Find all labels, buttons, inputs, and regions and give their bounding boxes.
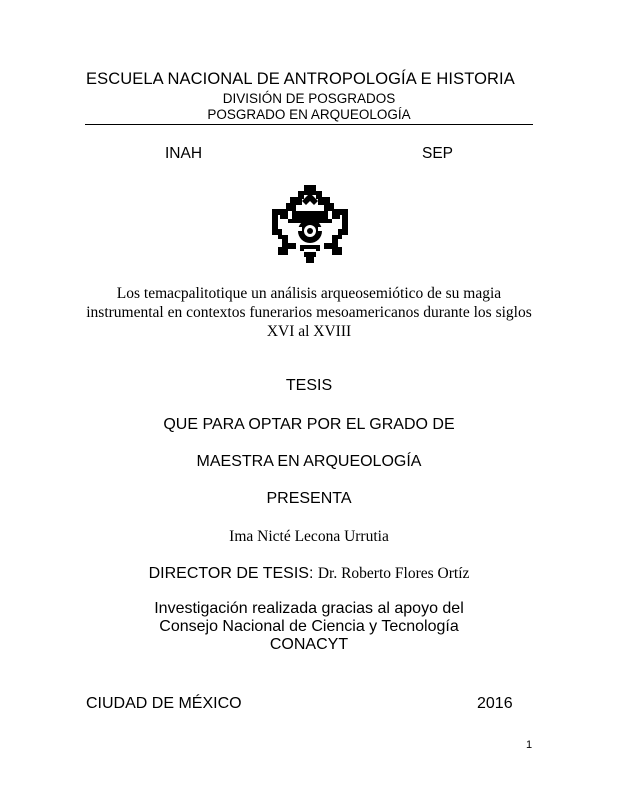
director-line <box>0 565 618 583</box>
presents-label: PRESENTA <box>266 490 352 507</box>
funding-line-1: Investigación realizada gracias al apoyo del <box>154 600 464 617</box>
city-label: CIUDAD DE MÉXICO <box>86 695 242 712</box>
page-number: 1 <box>526 739 533 751</box>
funding-line-3: CONACYT <box>269 636 349 653</box>
funding-line-2: Consejo Nacional de Ciencia y Tecnología <box>159 618 459 635</box>
degree-name: MAESTRA EN ARQUEOLOGÍA <box>196 453 422 470</box>
enah-emblem-icon <box>268 183 352 265</box>
year-label: 2016 <box>477 695 513 712</box>
document-type: TESIS <box>285 377 333 394</box>
director-name: Dr. Roberto Flores Ortíz <box>317 565 470 582</box>
inah-label: INAH <box>165 145 203 162</box>
institution-name: ESCUELA NACIONAL DE ANTROPOLOGÍA E HISTORIA <box>86 70 515 88</box>
author-name: Ima Nicté Lecona Urrutia <box>229 528 389 545</box>
thesis-title: Los temacpalitotique un análisis arqueosemiótico de su magia instrumental en contextos funerarios mesoamericanos durante los siglos XVI al XVIII <box>86 285 532 340</box>
director-label: DIRECTOR DE TESIS: <box>148 565 314 582</box>
program-name: POSGRADO EN ARQUEOLOGÍA <box>207 107 411 122</box>
degree-purpose: QUE PARA OPTAR POR EL GRADO DE <box>163 416 455 433</box>
sep-label: SEP <box>422 145 454 162</box>
header-divider <box>85 124 533 125</box>
funding-statement <box>0 600 618 654</box>
division-name: DIVISIÓN DE POSGRADOS <box>222 91 396 106</box>
